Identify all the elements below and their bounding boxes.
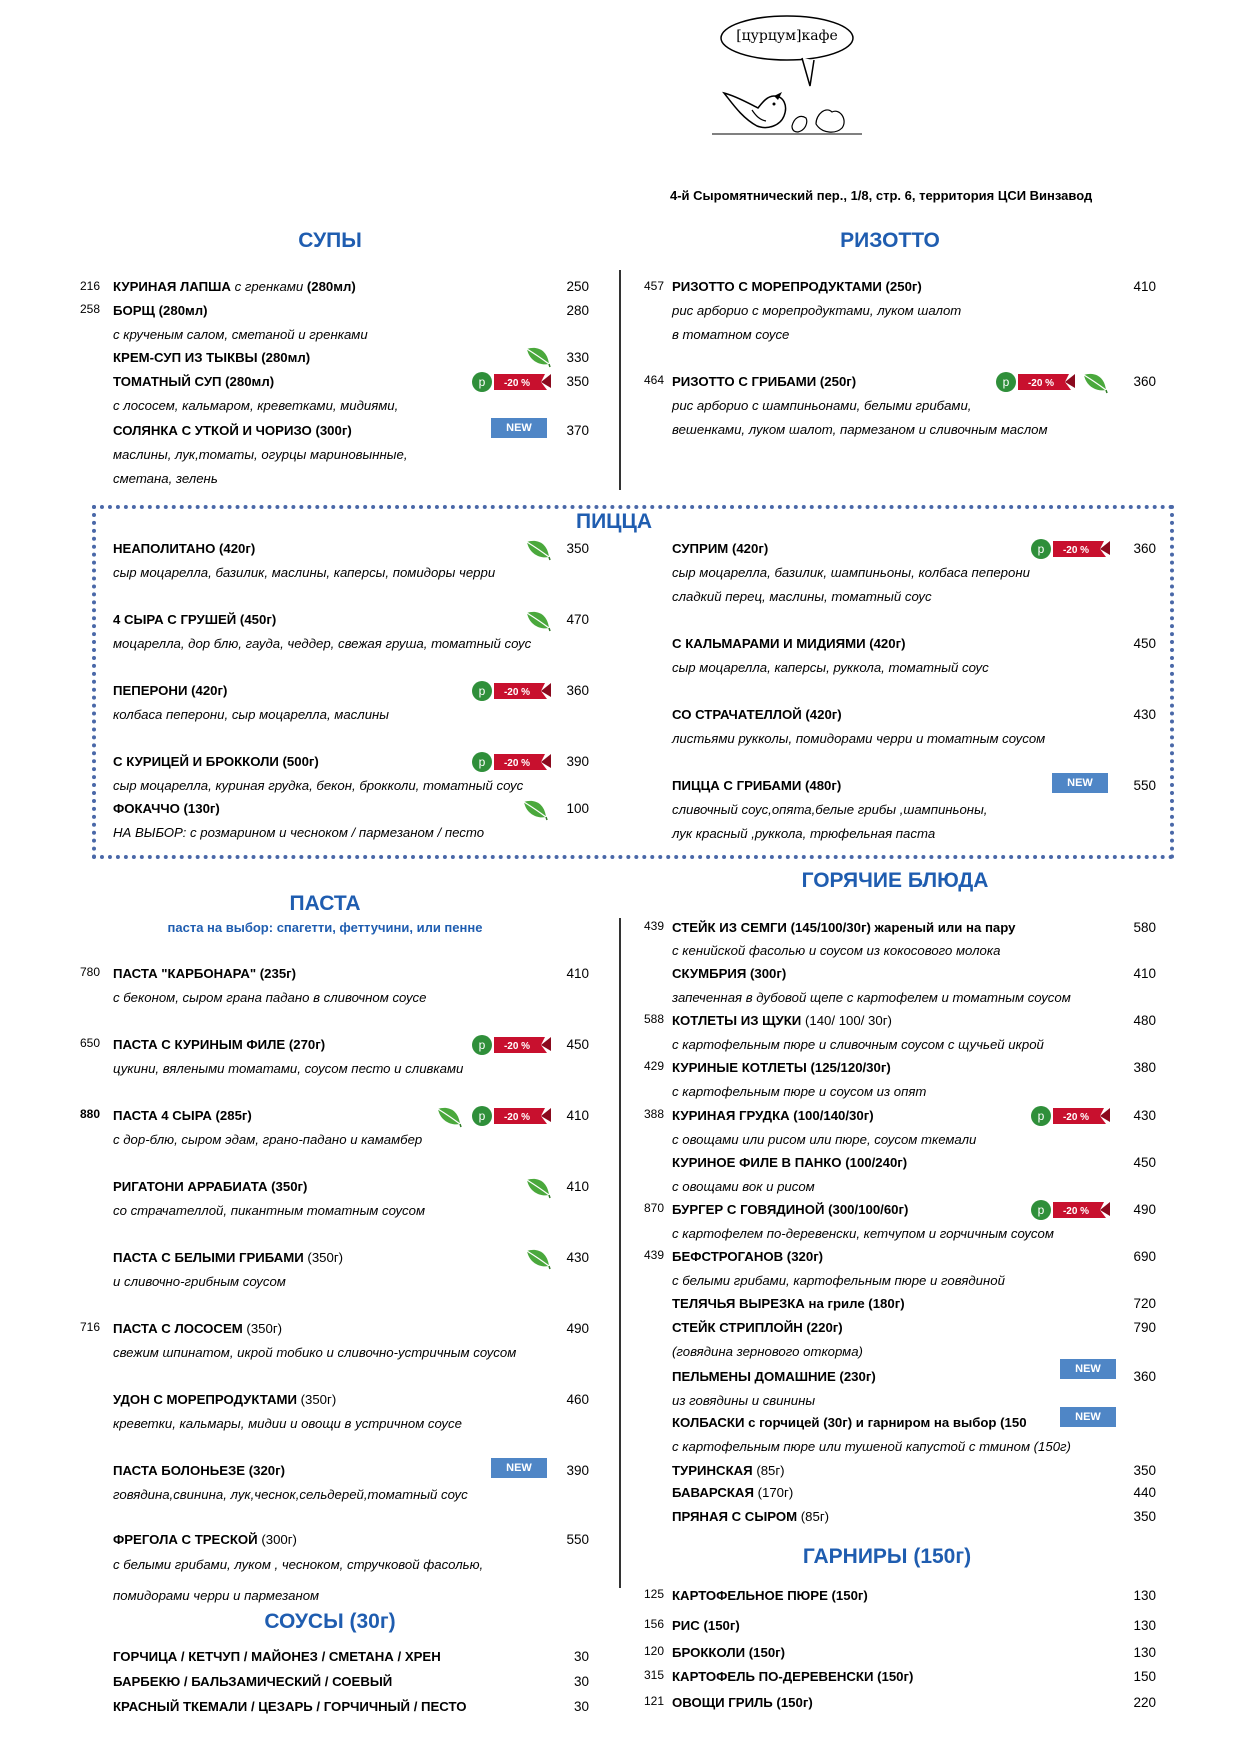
new-badge: NEW bbox=[1052, 773, 1108, 793]
hot-title: ГОРЯЧИЕ БЛЮДА bbox=[801, 869, 989, 892]
new-badge: NEW bbox=[1060, 1407, 1116, 1427]
item-name: ТОМАТНЫЙ СУП (280мл) bbox=[113, 374, 275, 389]
item-desc: сыр моцарелла, базилик, шампиньоны, колбаса пеперони bbox=[672, 565, 1030, 580]
sauces-title: СОУСЫ (30г) bbox=[264, 1610, 396, 1633]
item-name: КРЕМ-СУП ИЗ ТЫКВЫ (280мл) bbox=[113, 350, 311, 365]
promo-badge-icon bbox=[471, 679, 553, 703]
item-name: СУПРИМ (420г) bbox=[672, 541, 769, 556]
item-code: 121 bbox=[643, 1694, 664, 1708]
item-code: 650 bbox=[79, 1036, 100, 1050]
item-name: ПИЦЦА С ГРИБАМИ (480г) bbox=[672, 778, 842, 793]
item-name: НЕАПОЛИТАНО (420г) bbox=[113, 541, 256, 556]
item-desc: рис арборио с морепродуктами, луком шалот bbox=[672, 303, 962, 318]
divider-top bbox=[619, 270, 621, 490]
item-price: 790 bbox=[1133, 1320, 1156, 1335]
item-desc: с белыми грибами, картофельным пюре и говядиной bbox=[672, 1273, 1005, 1288]
leaf-icon bbox=[436, 1106, 462, 1128]
item-name: БАВАРСКАЯ (170г) bbox=[672, 1485, 794, 1500]
item-desc: сыр моцарелла, куриная грудка, бекон, брокколи, томатный соус bbox=[113, 778, 524, 793]
item-name: ПРЯНАЯ С СЫРОМ (85г) bbox=[672, 1509, 830, 1524]
leaf-icon bbox=[525, 346, 551, 368]
item-name: С КАЛЬМАРАМИ И МИДИЯМИ (420г) bbox=[672, 636, 906, 651]
item-name: ТУРИНСКАЯ (85г) bbox=[672, 1463, 785, 1478]
item-desc: маслины, лук,томаты, огурцы мариновынные, bbox=[113, 447, 408, 462]
item-desc: с белыми грибами, луком , чесноком, стручковой фасолью, bbox=[113, 1557, 484, 1572]
item-desc: с картофелем по-деревенски, кетчупом и горчичным соусом bbox=[672, 1226, 1054, 1241]
item-name: ПЕПЕРОНИ (420г) bbox=[113, 683, 228, 698]
item-name: ФРЕГОЛА С ТРЕСКОЙ (300г) bbox=[113, 1532, 297, 1547]
item-price: 280 bbox=[566, 303, 589, 318]
item-price: 380 bbox=[1133, 1060, 1156, 1075]
item-desc: креветки, кальмары, мидии и овощи в устричном соусе bbox=[113, 1416, 462, 1431]
logo bbox=[712, 8, 862, 158]
item-name: РИС (150г) bbox=[672, 1618, 740, 1633]
item-desc: запеченная в дубовой щепе с картофелем и томатным соусом bbox=[672, 990, 1071, 1005]
item-price: 30 bbox=[573, 1649, 589, 1664]
item-desc: с крученым салом, сметаной и гренками bbox=[113, 327, 368, 342]
item-price: 550 bbox=[566, 1532, 589, 1547]
item-price: 440 bbox=[1133, 1485, 1156, 1500]
item-code: 457 bbox=[643, 279, 664, 293]
promo-badge-icon bbox=[1030, 1198, 1112, 1222]
item-name: СО СТРАЧАТЕЛЛОЙ (420г) bbox=[672, 707, 842, 722]
item-name: ПЕЛЬМЕНЫ ДОМАШНИЕ (230г) bbox=[672, 1369, 876, 1384]
item-name: КУРИНЫЕ КОТЛЕТЫ (125/120/30г) bbox=[672, 1060, 891, 1075]
item-name: ПАСТА "КАРБОНАРА" (235г) bbox=[113, 966, 297, 981]
soups-title: СУПЫ bbox=[298, 229, 362, 252]
item-price: 360 bbox=[1133, 541, 1156, 556]
item-price: 480 bbox=[1133, 1013, 1156, 1028]
item-price: 690 bbox=[1133, 1249, 1156, 1264]
item-code: 439 bbox=[643, 919, 664, 933]
item-desc: свежим шпинатом, икрой тобико и сливочно-устричным соусом bbox=[113, 1345, 517, 1360]
item-price: 130 bbox=[1133, 1645, 1156, 1660]
item-price: 490 bbox=[1133, 1202, 1156, 1217]
promo-badge-icon bbox=[1030, 537, 1112, 561]
item-code: 156 bbox=[643, 1617, 664, 1631]
item-name: 4 СЫРА С ГРУШЕЙ (450г) bbox=[113, 612, 277, 627]
item-name: КОТЛЕТЫ ИЗ ЩУКИ (140/ 100/ 30г) bbox=[672, 1013, 892, 1028]
item-code: 716 bbox=[79, 1320, 100, 1334]
item-name: С КУРИЦЕЙ И БРОККОЛИ (500г) bbox=[113, 754, 319, 769]
item-name: ПАСТА С КУРИНЫМ ФИЛЕ (270г) bbox=[113, 1037, 326, 1052]
item-name: ПАСТА С БЕЛЫМИ ГРИБАМИ (350г) bbox=[113, 1250, 344, 1265]
item-name: ФОКАЧЧО (130г) bbox=[113, 801, 220, 816]
item-desc: лук красный ,руккола, трюфельная паста bbox=[672, 826, 936, 841]
item-desc: сливочный соус,опята,белые грибы ,шампиньоны, bbox=[672, 802, 988, 817]
item-desc: сладкий перец, маслины, томатный соус bbox=[672, 589, 932, 604]
item-price: 430 bbox=[566, 1250, 589, 1265]
item-price: 450 bbox=[1133, 1155, 1156, 1170]
item-price: 30 bbox=[573, 1674, 589, 1689]
item-price: 550 bbox=[1133, 778, 1156, 793]
promo-badge-icon bbox=[995, 370, 1077, 394]
item-price: 430 bbox=[1133, 707, 1156, 722]
leaf-icon bbox=[522, 799, 548, 821]
item-name: ПАСТА БОЛОНЬЕЗЕ (320г) bbox=[113, 1463, 285, 1478]
new-badge: NEW bbox=[1060, 1359, 1116, 1379]
item-code: 588 bbox=[643, 1012, 664, 1026]
item-desc: с овощами вок и рисом bbox=[672, 1179, 815, 1194]
divider-bottom bbox=[619, 918, 621, 1588]
item-name: КАРТОФЕЛЬ ПО-ДЕРЕВЕНСКИ (150г) bbox=[672, 1669, 914, 1684]
item-code: 258 bbox=[79, 302, 100, 316]
item-price: 470 bbox=[566, 612, 589, 627]
item-code: 464 bbox=[643, 373, 664, 387]
item-name: УДОН С МОРЕПРОДУКТАМИ (350г) bbox=[113, 1392, 337, 1407]
item-desc: с кенийской фасолью и соусом из кокосового молока bbox=[672, 943, 1001, 958]
promo-label: -20 % bbox=[503, 378, 531, 389]
item-desc: помидорами черри и пармезаном bbox=[113, 1588, 320, 1603]
item-name: РИЗОТТО С МОРЕПРОДУКТАМИ (250г) bbox=[672, 279, 922, 294]
item-name: БЕФСТРОГАНОВ (320г) bbox=[672, 1249, 824, 1264]
item-name: КУРИНАЯ ГРУДКА (100/140/30г) bbox=[672, 1108, 874, 1123]
item-code: 388 bbox=[643, 1107, 664, 1121]
item-name: СТЕЙК ИЗ СЕМГИ (145/100/30г) жареный или на пару bbox=[672, 920, 1016, 935]
item-name: ПАСТА С ЛОСОСЕМ (350г) bbox=[113, 1321, 283, 1336]
item-name: КРАСНЫЙ ТКЕМАЛИ / ЦЕЗАРЬ / ГОРЧИЧНЫЙ / ПЕСТО bbox=[113, 1699, 467, 1714]
promo-label: -20 % bbox=[1027, 378, 1055, 389]
item-desc: сыр моцарелла, каперсы, руккола, томатный соус bbox=[672, 660, 989, 675]
item-desc: с беконом, сыром грана падано в сливочном соусе bbox=[113, 990, 427, 1005]
garnish-title: ГАРНИРЫ (150г) bbox=[802, 1545, 972, 1568]
item-desc: сметана, зелень bbox=[113, 471, 218, 486]
item-name: КАРТОФЕЛЬНОЕ ПЮРЕ (150г) bbox=[672, 1588, 868, 1603]
item-code: 880 bbox=[79, 1107, 100, 1121]
item-price: 580 bbox=[1133, 920, 1156, 935]
item-name: ПАСТА 4 СЫРА (285г) bbox=[113, 1108, 252, 1123]
item-name: БОРЩ (280мл) bbox=[113, 303, 208, 318]
promo-label: -20 % bbox=[1062, 1112, 1090, 1123]
item-code: 125 bbox=[643, 1587, 664, 1601]
item-price: 130 bbox=[1133, 1588, 1156, 1603]
promo-label: -20 % bbox=[503, 687, 531, 698]
new-badge: NEW bbox=[491, 418, 547, 438]
item-desc: из говядины и свинины bbox=[672, 1393, 816, 1408]
logo-text: [цурцум]кафе bbox=[736, 28, 838, 44]
promo-badge-icon bbox=[471, 1033, 553, 1057]
item-price: 250 bbox=[566, 279, 589, 294]
item-price: 390 bbox=[566, 754, 589, 769]
item-desc: с картофельным пюре и соусом из опят bbox=[672, 1084, 927, 1099]
promo-label: -20 % bbox=[503, 758, 531, 769]
item-desc: с картофельным пюре или тушеной капустой с тмином (150г) bbox=[672, 1439, 1071, 1454]
item-name: БАРБЕКЮ / БАЛЬЗАМИЧЕСКИЙ / СОЕВЫЙ bbox=[113, 1674, 393, 1689]
pizza-frame bbox=[92, 505, 1174, 859]
address: 4-й Сыромятнический пер., 1/8, стр. 6, территория ЦСИ Винзавод bbox=[670, 188, 1093, 203]
promo-badge-icon bbox=[471, 1104, 553, 1128]
item-desc: сыр моцарелла, базилик, маслины, каперсы, помидоры черри bbox=[113, 565, 496, 580]
item-desc: колбаса пеперони, сыр моцарелла, маслины bbox=[113, 707, 389, 722]
item-price: 460 bbox=[566, 1392, 589, 1407]
item-desc: моцарелла, дор блю, гауда, чеддер, свежая груша, томатный соус bbox=[113, 636, 532, 651]
item-name: ГОРЧИЦА / КЕТЧУП / МАЙОНЕЗ / СМЕТАНА / ХРЕН bbox=[113, 1649, 441, 1664]
item-price: 350 bbox=[566, 374, 589, 389]
item-code: 429 bbox=[643, 1059, 664, 1073]
item-code: 216 bbox=[79, 279, 100, 293]
item-name: СКУМБРИЯ (300г) bbox=[672, 966, 787, 981]
pasta-subtitle: паста на выбор: спагетти, феттучини, или пенне bbox=[167, 920, 483, 935]
leaf-icon bbox=[525, 539, 551, 561]
promo-label: -20 % bbox=[1062, 545, 1090, 556]
new-badge: NEW bbox=[491, 1458, 547, 1478]
item-name: СТЕЙК СТРИПЛОЙН (220г) bbox=[672, 1320, 843, 1335]
item-code: 439 bbox=[643, 1248, 664, 1262]
item-desc: с лососем, кальмаром, креветками, мидиями, bbox=[113, 398, 399, 413]
item-price: 410 bbox=[566, 1108, 589, 1123]
item-code: 780 bbox=[79, 965, 100, 979]
risotto-title: РИЗОТТО bbox=[840, 229, 940, 252]
item-price: 360 bbox=[566, 683, 589, 698]
item-price: 410 bbox=[1133, 279, 1156, 294]
item-desc: (говядина зернового откорма) bbox=[672, 1344, 863, 1359]
item-price: 220 bbox=[1133, 1695, 1156, 1710]
item-price: 410 bbox=[566, 1179, 589, 1194]
leaf-icon bbox=[525, 1248, 551, 1270]
item-price: 350 bbox=[1133, 1463, 1156, 1478]
item-desc: с дор-блю, сыром эдам, грано-падано и камамбер bbox=[113, 1132, 423, 1147]
item-desc: в томатном соусе bbox=[672, 327, 790, 342]
item-name: РИЗОТТО С ГРИБАМИ (250г) bbox=[672, 374, 857, 389]
item-price: 430 bbox=[1133, 1108, 1156, 1123]
item-price: 390 bbox=[566, 1463, 589, 1478]
item-name: СОЛЯНКА С УТКОЙ И ЧОРИЗО (300г) bbox=[113, 423, 352, 438]
leaf-icon bbox=[525, 610, 551, 632]
promo-label: -20 % bbox=[503, 1041, 531, 1052]
pizza-title: ПИЦЦА bbox=[575, 510, 653, 533]
item-name: РИГАТОНИ АРРАБИАТА (350г) bbox=[113, 1179, 308, 1194]
item-desc: с овощами или рисом или пюре, соусом ткемали bbox=[672, 1132, 977, 1147]
promo-badge-icon bbox=[471, 370, 553, 394]
promo-badge-icon bbox=[471, 750, 553, 774]
item-price: 450 bbox=[1133, 636, 1156, 651]
item-price: 360 bbox=[1133, 374, 1156, 389]
item-name: ТЕЛЯЧЬЯ ВЫРЕЗКА на гриле (180г) bbox=[672, 1296, 905, 1311]
item-name: БУРГЕР С ГОВЯДИНОЙ (300/100/60г) bbox=[672, 1202, 909, 1217]
promo-label: -20 % bbox=[1062, 1206, 1090, 1217]
item-desc: говядина,свинина, лук,чеснок,сельдерей,томатный соус bbox=[113, 1487, 468, 1502]
item-desc: НА ВЫБОР: с розмарином и чесноком / пармезаном / песто bbox=[113, 825, 485, 840]
item-price: 410 bbox=[566, 966, 589, 981]
item-code: 870 bbox=[643, 1201, 664, 1215]
item-price: 410 bbox=[1133, 966, 1156, 981]
item-desc: вешенками, луком шалот, пармезаном и сливочным маслом bbox=[672, 422, 1048, 437]
item-price: 720 bbox=[1133, 1296, 1156, 1311]
item-code: 315 bbox=[643, 1668, 664, 1682]
item-name: ОВОЩИ ГРИЛЬ (150г) bbox=[672, 1695, 813, 1710]
item-desc: с картофельным пюре и сливочным соусом с щучьей икрой bbox=[672, 1037, 1044, 1052]
item-price: 330 bbox=[566, 350, 589, 365]
item-name: КУРИНАЯ ЛАПША с гренками (280мл) bbox=[113, 279, 356, 294]
item-desc: со страчателлой, пикантным томатным соусом bbox=[113, 1203, 426, 1218]
item-price: 490 bbox=[566, 1321, 589, 1336]
leaf-icon bbox=[525, 1177, 551, 1199]
item-desc: листьями рукколы, помидорами черри и томатным соусом bbox=[672, 731, 1046, 746]
item-price: 100 bbox=[566, 801, 589, 816]
item-name: КОЛБАСКИ с горчицей (30г) и гарниром на выбор (150 bbox=[672, 1415, 1027, 1430]
item-price: 370 bbox=[566, 423, 589, 438]
item-code: 120 bbox=[643, 1644, 664, 1658]
item-price: 350 bbox=[1133, 1509, 1156, 1524]
item-price: 150 bbox=[1133, 1669, 1156, 1684]
leaf-icon bbox=[1082, 372, 1108, 394]
promo-badge-icon bbox=[1030, 1104, 1112, 1128]
item-price: 130 bbox=[1133, 1618, 1156, 1633]
item-desc: цукини, вялеными томатами, соусом песто и сливками bbox=[113, 1061, 464, 1076]
item-price: 30 bbox=[573, 1699, 589, 1714]
pasta-title: ПАСТА bbox=[289, 892, 361, 915]
item-name: БРОККОЛИ (150г) bbox=[672, 1645, 786, 1660]
item-price: 350 bbox=[566, 541, 589, 556]
item-desc: рис арборио с шампиньонами, белыми грибами, bbox=[672, 398, 972, 413]
promo-label: -20 % bbox=[503, 1112, 531, 1123]
item-price: 450 bbox=[566, 1037, 589, 1052]
item-name: КУРИНОЕ ФИЛЕ В ПАНКО (100/240г) bbox=[672, 1155, 908, 1170]
item-desc: и сливочно-грибным соусом bbox=[113, 1274, 286, 1289]
item-price: 360 bbox=[1133, 1369, 1156, 1384]
